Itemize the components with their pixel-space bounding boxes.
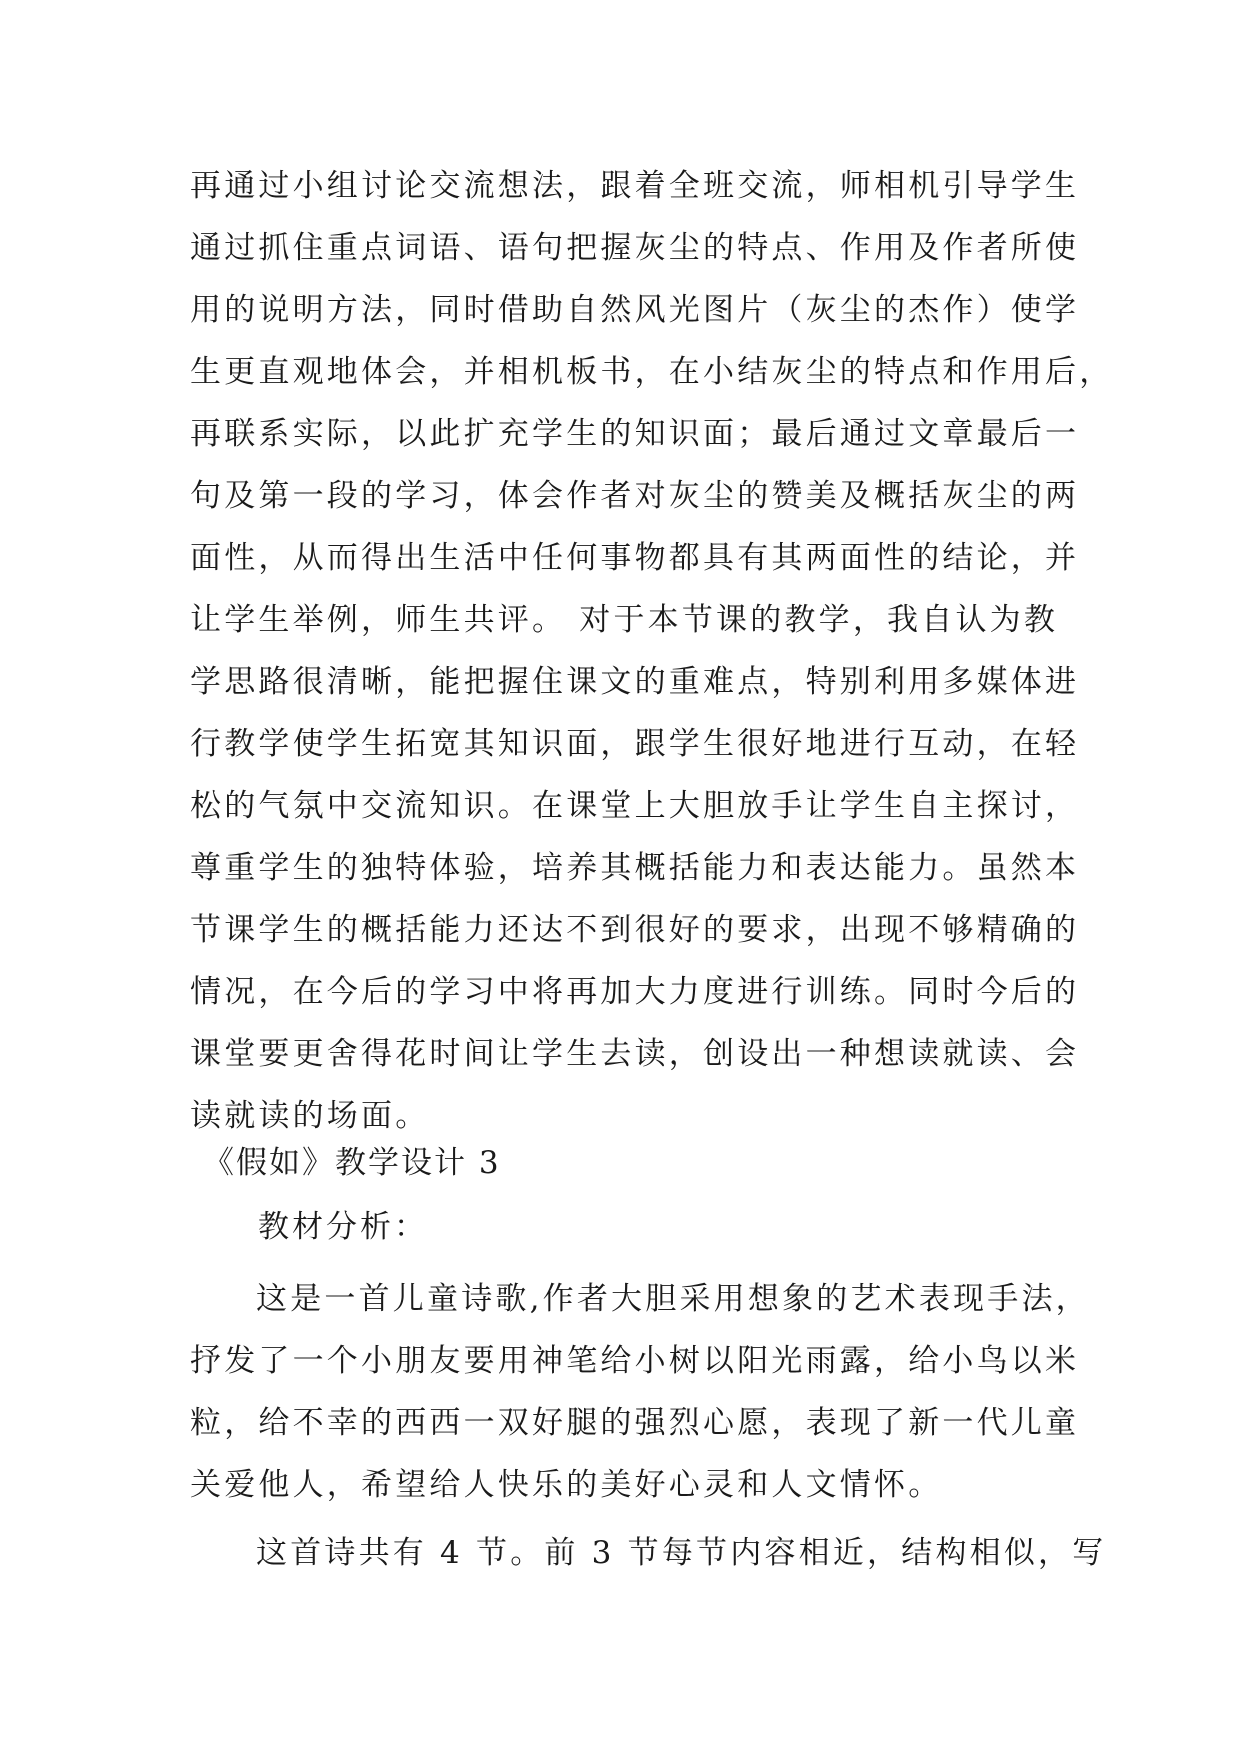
text-line: 尊重学生的独特体验，培养其概括能力和表达能力。虽然本 xyxy=(190,850,1080,886)
text-line: 用的说明方法，同时借助自然风光图片（灰尘的杰作）使学 xyxy=(190,292,1080,328)
subsection-title: 教材分析： xyxy=(258,1209,428,1245)
text-line: 读就读的场面。 xyxy=(190,1098,430,1134)
text-line: 粒，给不幸的西西一双好腿的强烈心愿，表现了新一代儿童 xyxy=(190,1405,1080,1441)
text-line: 抒发了一个小朋友要用神笔给小树以阳光雨露，给小鸟以米 xyxy=(190,1343,1080,1379)
text-line: 面性，从而得出生活中任何事物都具有其两面性的结论，并 xyxy=(190,540,1080,576)
text-line: 关爱他人，希望给人快乐的美好心灵和人文情怀。 xyxy=(190,1467,943,1503)
text-line: 松的气氛中交流知识。在课堂上大胆放手让学生自主探讨， xyxy=(190,788,1080,824)
text-line: 再联系实际，以此扩充学生的知识面；最后通过文章最后一 xyxy=(190,416,1080,452)
analysis-paragraph xyxy=(190,1268,1090,1516)
text-line: 这是一首儿童诗歌,作者大胆采用想象的艺术表现手法， xyxy=(256,1281,1090,1317)
structure-paragraph xyxy=(190,1522,1107,1584)
section-title: 《假如》教学设计 3 xyxy=(203,1145,501,1181)
text-line: 节课学生的概括能力还达不到很好的要求，出现不够精确的 xyxy=(190,912,1080,948)
text-line: 生更直观地体会，并相机板书，在小结灰尘的特点和作用后， xyxy=(190,354,1114,390)
text-line: 通过抓住重点词语、语句把握灰尘的特点、作用及作者所使 xyxy=(190,230,1080,266)
text-line: 再通过小组讨论交流想法，跟着全班交流，师相机引导学生 xyxy=(190,168,1080,204)
continued-paragraph xyxy=(190,155,1114,1147)
text-line: 课堂要更舍得花时间让学生去读，创设出一种想读就读、会 xyxy=(190,1036,1080,1072)
text-line: 句及第一段的学习，体会作者对灰尘的赞美及概括灰尘的两 xyxy=(190,478,1080,514)
text-line: 学思路很清晰，能把握住课文的重难点，特别利用多媒体进 xyxy=(190,664,1080,700)
text-line: 让学生举例，师生共评。 对于本节课的教学，我自认为教 xyxy=(190,602,1059,638)
text-line: 情况，在今后的学习中将再加大力度进行训练。同时今后的 xyxy=(190,974,1080,1010)
text-line: 行教学使学生拓宽其知识面，跟学生很好地进行互动，在轻 xyxy=(190,726,1080,762)
text-line: 这首诗共有 4 节。前 3 节每节内容相近，结构相似，写 xyxy=(256,1535,1107,1571)
